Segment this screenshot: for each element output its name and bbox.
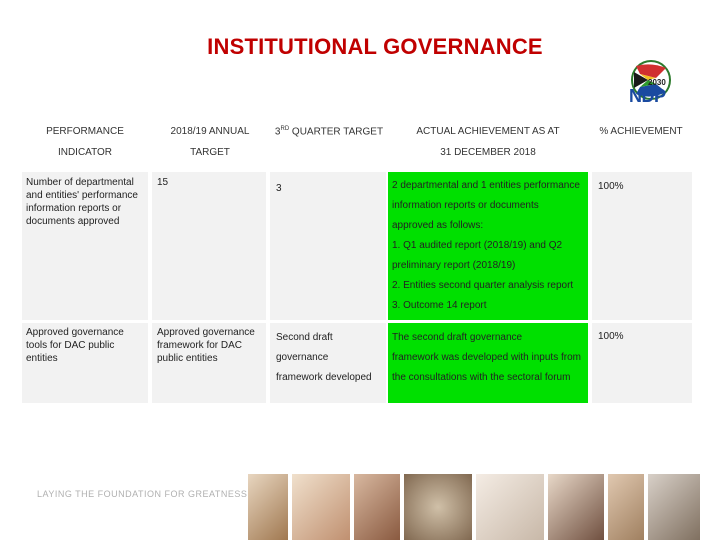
footer-photo-6 xyxy=(548,474,604,540)
ndp-logo xyxy=(626,60,676,108)
header-percent-achievement: % ACHIEVEMENT xyxy=(599,126,683,137)
footer-photo-1 xyxy=(248,474,288,540)
footer-photo-5 xyxy=(476,474,544,540)
logo-name: NDP xyxy=(629,86,666,106)
row1-quarter-target: 3 xyxy=(276,183,282,194)
footer-photo-4 xyxy=(404,474,472,540)
row2-percent: 100% xyxy=(598,331,624,342)
footer-photo-2 xyxy=(292,474,350,540)
row1-actual-achievement: 2 departmental and 1 entities performance information reports or documents approved as follows: 1. Q1 audited report (2018/19) and Q2 preliminary report (2018/19) 2. Entities second quarter analysis report 3. Outcome 14 report xyxy=(392,180,580,311)
row2-indicator: Approved governance tools for DAC public entities xyxy=(26,327,124,364)
row2-quarter-target: Second draft governance framework developed xyxy=(276,332,372,383)
header-annual-target: 2018/19 ANNUAL TARGET xyxy=(170,126,250,158)
row1-percent-cell xyxy=(592,172,692,320)
row2-actual-achievement: The second draft governance framework was developed with inputs from the consultations with the sectoral forum xyxy=(392,332,581,383)
row1-annual-target-cell xyxy=(152,172,266,320)
row2-annual-target: Approved governance framework for DAC public entities xyxy=(157,327,255,364)
header-indicator: PERFORMANCE INDICATOR xyxy=(46,126,124,158)
row1-annual-target: 15 xyxy=(157,177,169,188)
footer-photo-8 xyxy=(648,474,700,540)
row1-percent: 100% xyxy=(598,181,624,192)
logo-year: 2030 xyxy=(648,78,666,87)
page-title: INSTITUTIONAL GOVERNANCE xyxy=(207,34,543,59)
footer-photo-7 xyxy=(608,474,644,540)
footer-photo-3 xyxy=(354,474,400,540)
footer-tagline: LAYING THE FOUNDATION FOR GREATNESS xyxy=(37,489,248,499)
row1-indicator: Number of departmental and entities' performance information reports or documents approved xyxy=(26,177,138,227)
header-actual-achievement: ACTUAL ACHIEVEMENT AS AT 31 DECEMBER 2018 xyxy=(416,126,560,158)
row1-quarter-target-cell xyxy=(270,172,386,320)
header-quarter-target: 3RD QUARTER TARGET xyxy=(274,126,384,138)
